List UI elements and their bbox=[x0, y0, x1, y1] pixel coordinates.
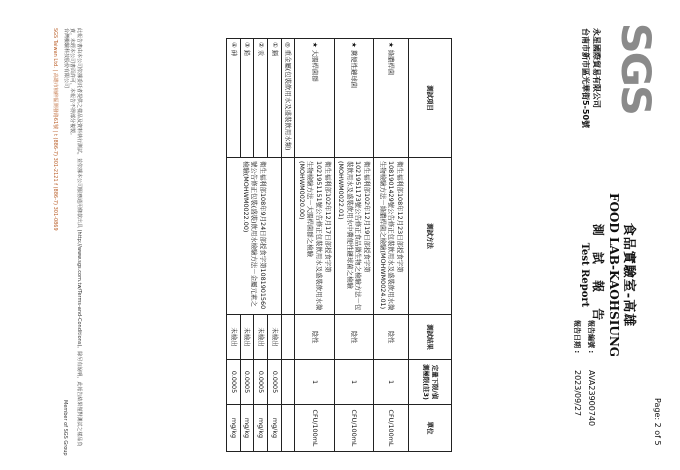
sgs-logo: SGS bbox=[612, 22, 658, 114]
cell-limit bbox=[281, 360, 295, 405]
table-header-row bbox=[409, 39, 452, 452]
cell-result: 陰性 bbox=[334, 315, 373, 360]
cell-limit: 0.0005 bbox=[227, 360, 241, 405]
cell-result: 陰性 bbox=[295, 315, 334, 360]
cell-unit: mg/kg bbox=[268, 405, 282, 452]
table-row bbox=[374, 39, 409, 452]
cell-unit: CFU/100mL bbox=[374, 405, 409, 452]
member-of-sgs: Member of SGS Group bbox=[62, 400, 68, 456]
cell-unit: mg/kg bbox=[227, 405, 241, 452]
cell-unit bbox=[281, 405, 295, 452]
report-date: 2023/09/27 bbox=[573, 370, 582, 417]
cell-method bbox=[281, 158, 295, 315]
cell-unit: mg/kg bbox=[254, 405, 268, 452]
cell-result: 未檢出 bbox=[268, 315, 282, 360]
cell-limit: 0.0005 bbox=[268, 360, 282, 405]
table-row bbox=[281, 39, 295, 452]
cell-item: ② 汞 bbox=[254, 39, 268, 158]
cell-method: 衛生福利部108年12月23日部授食字第1081901429號公告修正包裝飲用水及盛裝飲用水微生物檢驗方法－綠膿桿菌之檢驗(MOHWM0024.01) bbox=[374, 158, 409, 315]
cell-limit: 1 bbox=[334, 360, 373, 405]
applicant-block bbox=[580, 28, 602, 128]
page-number: Page: 2 of 5 bbox=[653, 398, 662, 446]
cell-method: 衛生福利部102年12月19日部授食字第1021951173號公告修正食品微生物之檢驗方法－包裝飲用水及盛裝飲用水中糞便性鏈球菌之檢驗(MOHWM0022.01) bbox=[334, 158, 373, 315]
applicant-name: 永星國際貿易有限公司 bbox=[592, 28, 601, 108]
cell-unit: CFU/100mL bbox=[334, 405, 373, 452]
footer-company: 台灣檢驗科技股份有限公司 bbox=[63, 28, 69, 89]
cell-unit: mg/kg bbox=[240, 405, 254, 452]
cell-result: 陰性 bbox=[374, 315, 409, 360]
cell-result bbox=[281, 315, 295, 360]
cell-result: 未檢出 bbox=[240, 315, 254, 360]
table-row bbox=[268, 39, 282, 452]
col-header-result: 測試結果 bbox=[409, 315, 452, 360]
cell-item: ④ 砷 bbox=[227, 39, 241, 158]
report-no: AVA23900740 bbox=[587, 370, 596, 427]
lab-name-zh: 食品實驗室-高雄 bbox=[621, 222, 636, 328]
footer bbox=[52, 28, 82, 448]
cell-item: ★ 糞便性鏈球菌 bbox=[334, 39, 373, 158]
footer-address: SGS Taiwan Ltd. | 高雄市楠梓區開發路61號 | t (886-7) 301-2121 f (886-7) 301-0869 bbox=[52, 28, 59, 231]
report-meta bbox=[570, 320, 598, 426]
cell-item: ★ 綠膿桿菌 bbox=[374, 39, 409, 158]
cell-item: ① 鎘 bbox=[268, 39, 282, 158]
col-header-item: 測試項目 bbox=[409, 39, 452, 158]
table-row bbox=[334, 39, 373, 452]
cell-result: 未檢出 bbox=[227, 315, 241, 360]
cell-result: 未檢出 bbox=[254, 315, 268, 360]
col-header-method: 測試方法 bbox=[409, 158, 452, 315]
report-no-label: 報告編號 : bbox=[587, 320, 595, 354]
cell-limit: 0.0005 bbox=[254, 360, 268, 405]
cell-limit: 1 bbox=[374, 360, 409, 405]
lab-name-en: FOOD LAB-KAOHSIUNG bbox=[607, 192, 621, 358]
report-title-en: Test Report bbox=[579, 242, 590, 308]
col-header-limit: 定量下限/偵測極限(註3) bbox=[409, 360, 452, 405]
cell-item: ③ 鉛 bbox=[240, 39, 254, 158]
table-row bbox=[295, 39, 334, 452]
cell-item: ★ 大腸桿菌群 bbox=[295, 39, 334, 158]
applicant-address: 台南市新市區光華街5-50號 bbox=[581, 28, 590, 129]
report-title-zh: 測 試 報 告 bbox=[591, 223, 605, 327]
footer-disclaimer: 此報告書由本公司依據委託者提供之樣品及資料執行測試，並依據本公司服務通用條款出具 (http://www.sgs.com.tw/Terms-and-Conditions)。除另有說明，此報告結果僅對測試之樣品負責。未經本公司書面許可，本報告不得部分複製。 bbox=[69, 28, 82, 447]
col-header-unit: 單位 bbox=[409, 405, 452, 452]
report-date-label: 報告日期 : bbox=[573, 320, 581, 354]
cell-method: 衛生福利部108年9月24日部授食字第1081901560號公告修正包裝(盛裝)飲用水檢驗方法－金屬元素之檢驗(MOHWM0022.00) bbox=[227, 158, 281, 315]
cell-limit: 1 bbox=[295, 360, 334, 405]
cell-method: 衛生福利部102年12月17日部授食字第1021951151號公告修正包裝飲用水及盛裝飲用水微生物檢驗方法－大腸桿菌群之檢驗(MOHWM0020.00) bbox=[295, 158, 334, 315]
cell-unit: CFU/100mL bbox=[295, 405, 334, 452]
cell-limit: 0.0005 bbox=[240, 360, 254, 405]
cell-item: ◎ 重金屬(包裝飲用水及盛裝飲用水類) bbox=[281, 39, 295, 158]
results-table bbox=[226, 38, 452, 452]
